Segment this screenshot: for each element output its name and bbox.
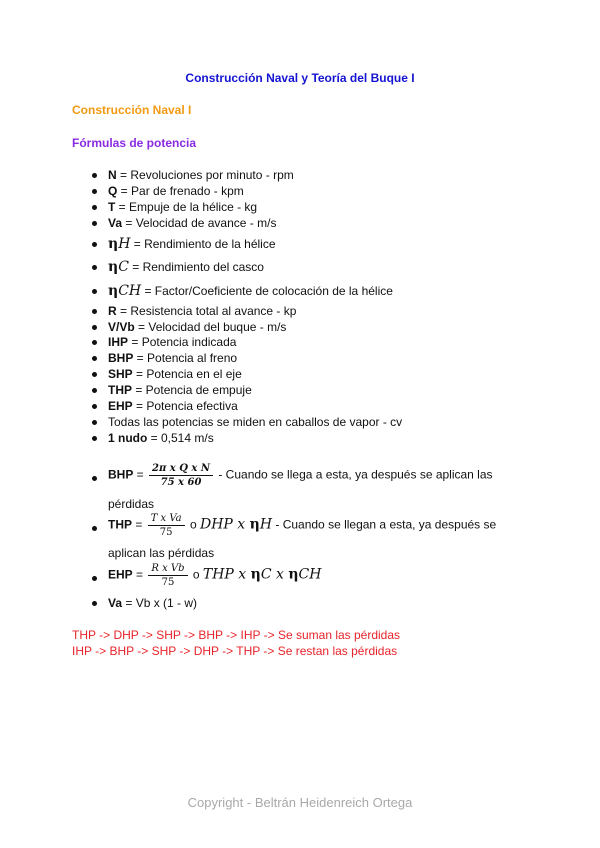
equals: = — [133, 467, 148, 482]
bullet-icon — [92, 526, 97, 531]
fraction — [149, 463, 213, 488]
denominator: 75 x 60 — [160, 477, 202, 488]
bullet-icon — [92, 372, 97, 377]
definition: = Velocidad de avance - m/s — [122, 216, 277, 230]
power-chain-subtract-losses: IHP -> BHP -> SHP -> DHP -> THP -> Se restan las pérdidas — [72, 644, 398, 658]
equals: = — [132, 567, 147, 582]
eta-symbol: η — [249, 516, 260, 533]
definition: = Potencia en el eje — [132, 367, 242, 381]
definition: = Par de frenado - kpm — [117, 184, 244, 198]
symbol: Va — [108, 216, 123, 230]
eta-symbol: η — [250, 566, 261, 583]
or-text: o — [186, 517, 200, 532]
bullet-icon — [92, 576, 97, 581]
symbol: R — [108, 304, 117, 318]
symbol: BHP — [108, 467, 134, 482]
symbol: V/Vb — [108, 320, 135, 334]
bullet-icon — [92, 309, 97, 314]
definition: = Empuje de la hélice - kg — [115, 200, 258, 214]
bullet-icon — [92, 356, 97, 361]
bullet-icon — [92, 420, 97, 425]
bullet-icon — [92, 476, 97, 481]
bullet-icon — [92, 221, 97, 226]
definition: = Potencia al freno — [133, 351, 238, 365]
definition: = Velocidad del buque - m/s — [134, 320, 287, 334]
symbol: T — [108, 200, 116, 214]
symbol: Va — [108, 596, 123, 610]
definition: = Factor/Coeficiente de colocación de la hélice — [141, 284, 393, 298]
document-title: Construcción Naval y Teoría del Buque I — [185, 71, 415, 85]
math-symbol: CH — [298, 566, 322, 583]
numerator: T x Va — [148, 513, 185, 526]
or-text: o — [189, 567, 203, 582]
math-expression: THP x — [202, 566, 251, 583]
definition: = 0,514 m/s — [147, 431, 214, 445]
copyright-footer: Copyright - Beltrán Heidenreich Ortega — [187, 795, 413, 810]
subsection-heading: Fórmulas de potencia — [72, 136, 197, 150]
bullet-icon — [92, 404, 97, 409]
definition: = Potencia efectiva — [132, 399, 238, 413]
definition: = Rendimiento del casco — [128, 260, 264, 274]
equals: = — [132, 517, 146, 532]
bullet-icon — [92, 340, 97, 345]
bullet-icon — [92, 242, 97, 247]
symbol: IHP — [108, 335, 129, 349]
formula-note: - Cuando se llega a esta, ya después se aplican las — [215, 467, 493, 482]
symbol: SHP — [108, 367, 133, 381]
definition: = Potencia indicada — [128, 335, 237, 349]
definition: = Revoluciones por minuto - rpm — [116, 168, 294, 182]
symbol: Q — [108, 184, 118, 198]
symbol: 1 nudo — [108, 431, 148, 445]
section-heading: Construcción Naval I — [72, 103, 192, 117]
numerator: R x Vb — [148, 563, 187, 576]
denominator: 75 — [159, 527, 173, 538]
formula-note-continuation: aplican las pérdidas — [108, 546, 215, 560]
definition: = Rendimiento de la hélice — [130, 237, 276, 251]
bullet-icon — [92, 173, 97, 178]
numerator: 2π x Q x N — [149, 463, 213, 476]
eta-symbol: η — [108, 283, 119, 299]
denominator: 75 — [161, 577, 175, 588]
math-symbol: H — [259, 516, 273, 533]
math-expression: C x — [260, 566, 289, 583]
bullet-icon — [92, 265, 97, 270]
bullet-icon — [92, 189, 97, 194]
symbol: EHP — [108, 567, 133, 582]
definition: Todas las potencias se miden en caballos de vapor - cv — [108, 415, 403, 429]
fraction — [148, 563, 187, 588]
bullet-icon — [92, 205, 97, 210]
bullet-icon — [92, 325, 97, 330]
symbol: THP — [108, 517, 132, 532]
eta-symbol: η — [108, 259, 119, 275]
math-symbol: CH — [118, 283, 142, 299]
eta-symbol: η — [288, 566, 299, 583]
formula-note-continuation: pérdidas — [108, 497, 155, 511]
bullet-icon — [92, 289, 97, 294]
definition: = Resistencia total al avance - kp — [116, 304, 297, 318]
symbol: BHP — [108, 351, 134, 365]
bullet-icon — [92, 388, 97, 393]
eta-symbol: η — [108, 236, 119, 252]
formula-note: - Cuando se llegan a esta, ya después se — [272, 517, 497, 532]
symbol: THP — [108, 383, 132, 397]
bullet-icon — [92, 436, 97, 441]
math-expression: DHP x — [199, 516, 250, 533]
math-symbol: C — [118, 259, 129, 275]
bullet-icon — [92, 601, 97, 606]
fraction — [148, 513, 185, 538]
symbol: N — [108, 168, 117, 182]
symbol: EHP — [108, 399, 133, 413]
definition: = Potencia de empuje — [132, 383, 252, 397]
definition: = Vb x (1 - w) — [122, 596, 198, 610]
power-chain-add-losses: THP -> DHP -> SHP -> BHP -> IHP -> Se suman las pérdidas — [72, 628, 401, 642]
math-symbol: H — [118, 236, 131, 252]
